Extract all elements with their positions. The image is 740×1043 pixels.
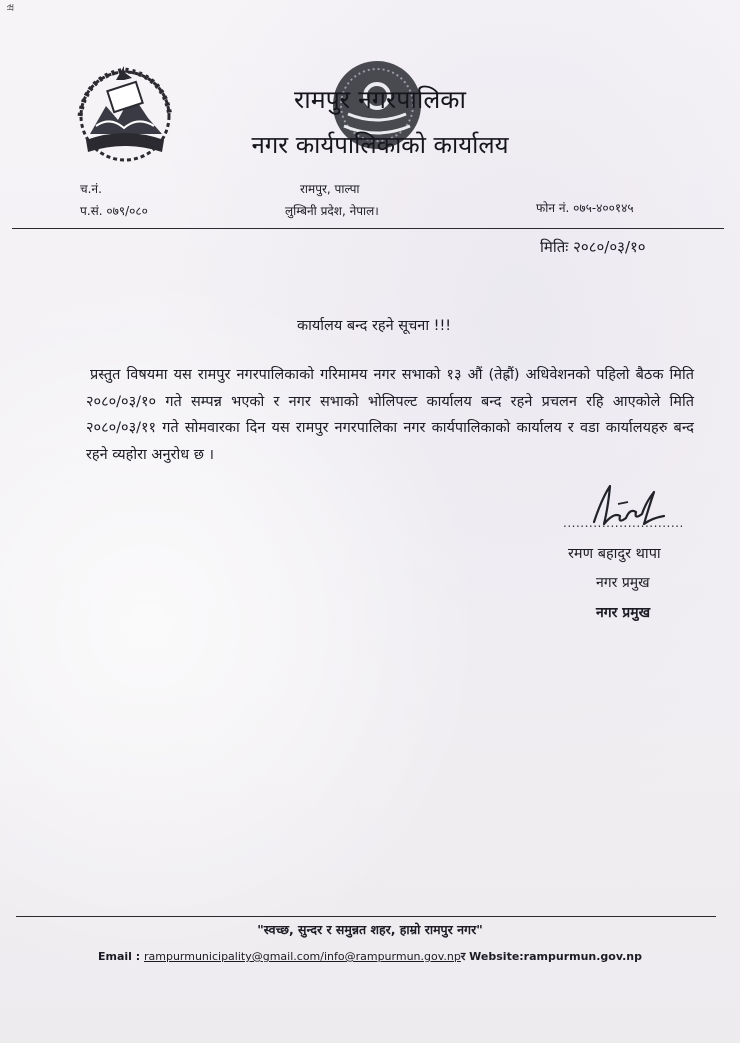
reference-label: च.नं. bbox=[80, 182, 102, 196]
signature-line: ............................ bbox=[563, 516, 684, 530]
website-text[interactable]: र Website:rampurmun.gov.np bbox=[460, 950, 643, 963]
email-label: Email : bbox=[97, 950, 141, 963]
signatory-role: नगर प्रमुख bbox=[596, 575, 650, 591]
fiscal-year: प.सं. ०७९/०८० bbox=[80, 204, 148, 218]
office-title-line1: रामपुर नगरपालिका bbox=[294, 85, 466, 114]
office-title-line2: नगर कार्यपालिकाको कार्यालय bbox=[251, 131, 509, 159]
nepal-emblem-icon bbox=[66, 56, 184, 168]
signatory-name: रमण बहादुर थापा bbox=[568, 546, 661, 562]
notice-subject: कार्यालय बन्द रहने सूचना !!! bbox=[297, 318, 452, 334]
footer-contact bbox=[0, 949, 740, 964]
signatory-role-stamp: नगर प्रमुख bbox=[596, 605, 651, 621]
phone-number: फोन नं. ०७५-४००१४५ bbox=[536, 201, 634, 215]
address-line1: रामपुर, पाल्पा bbox=[300, 182, 360, 196]
header-divider bbox=[12, 228, 724, 229]
address-line2: लुम्बिनी प्रदेश, नेपाल। bbox=[285, 204, 379, 218]
footer-divider bbox=[16, 916, 716, 917]
notice-body: प्रस्तुत विषयमा यस रामपुर नगरपालिकाको गरिमामय नगर सभाको १३ औं (तेह्रौं) अधिवेशनको पहिलो बैठक मिति २०८०/०३/१० गते सम्पन्न भएको र नगर सभाको भोलिपल्ट कार्यालय बन्द रहने प्रचलन रहि आएकोले मिति २०८०/०३/११ गते सोमवारका दिन यस रामपुर नगरपालिका नगर कार्यपालिकाको कार्यालय र वडा कार्यालयहरु बन्द रहने व्यहोरा अनुरोध छ । bbox=[86, 367, 694, 463]
edge-text: स bbox=[4, 4, 15, 11]
signature-icon bbox=[588, 478, 668, 540]
footer-slogan: "स्वच्छ, सुन्दर र समुन्नत शहर, हाम्रो रामपुर नगर" bbox=[257, 922, 483, 937]
email-link[interactable]: rampurmunicipality@gmail.com/info@rampurmun.gov.np bbox=[143, 950, 461, 963]
notice-date: मितिः २०८०/०३/१० bbox=[540, 238, 646, 256]
